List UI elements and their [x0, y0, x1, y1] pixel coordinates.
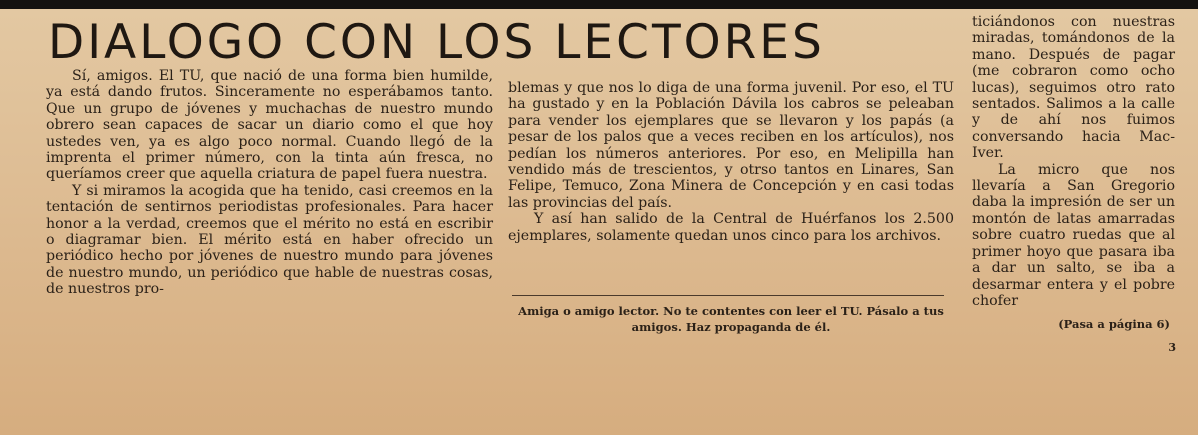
promo-divider	[512, 295, 944, 296]
continued-on-page: (Pasa a página 6)	[1058, 317, 1170, 331]
column-3-paragraph-1: ticiándonos con nuestras miradas, tomándonos de la mano. Después de pagar (me cobraron como ocho lucas), seguimos otro rato sentados. Salimos a la calle y de ahí nos fuimos conversando hacia Mac-Iver.	[972, 14, 1175, 162]
headline: DIALOGO CON LOS LECTORES	[48, 15, 825, 70]
column-3-paragraph-2: La micro que nos llevaría a San Gregorio daba la impresión de ser un montón de latas amarradas sobre cuatro ruedas que al primer hoyo que pasara iba a dar un salto, se iba a desarmar entera y el pobre chofer	[972, 161, 1175, 309]
column-2-paragraph-1: blemas y que nos lo diga de una forma juvenil. Por eso, el TU ha gustado y en la Población Dávila los cabros se peleaban para vender los ejemplares que se llevaron y los papás (a pesar de los palos que a veces reciben en los artículos), nos pedían los números anteriores. Por eso, en Melipilla han vendido más de trescientos, y otrso tantos en Linares, San Felipe, Temuco, Zona Minera de Concepción y en casi todas las provincias del país.	[508, 80, 954, 211]
column-2-paragraph-2: Y así han salido de la Central de Huérfanos los 2.500 ejemplares, solamente quedan unos cinco para los archivos.	[508, 211, 954, 244]
column-1-paragraph-1: Sí, amigos. El TU, que nació de una forma bien humilde, ya está dando frutos. Sinceramente no esperábamos tanto. Que un grupo de jóvenes y muchachas de nuestro mundo obrero sean capaces de sacar un diario como el que hoy ustedes ven, ya es algo poco normal. Cuando llegó de la imprenta el primer número, con la tinta aún fresca, no queríamos creer que aquella criatura de papel fuera nuestra.	[46, 68, 493, 183]
promo-notice: Amiga o amigo lector. No te contentes con leer el TU. Pásalo a tus amigos. Haz propaganda de él.	[518, 304, 944, 334]
column-2	[508, 80, 954, 244]
page-number: 3	[1168, 341, 1176, 354]
column-1-paragraph-2: Y si miramos la acogida que ha tenido, casi creemos en la tentación de sentirnos periodistas profesionales. Para hacer honor a la verdad, creemos que el mérito no está en escribir o diagramar bien. El mérito está en haber ofrecido un periódico hecho por jóvenes de nuestro mundo para jóvenes de nuestro mundo, un periódico que hable de nuestras cosas, de nuestros pro-	[46, 182, 493, 298]
column-1	[46, 68, 493, 298]
column-3	[972, 14, 1175, 309]
